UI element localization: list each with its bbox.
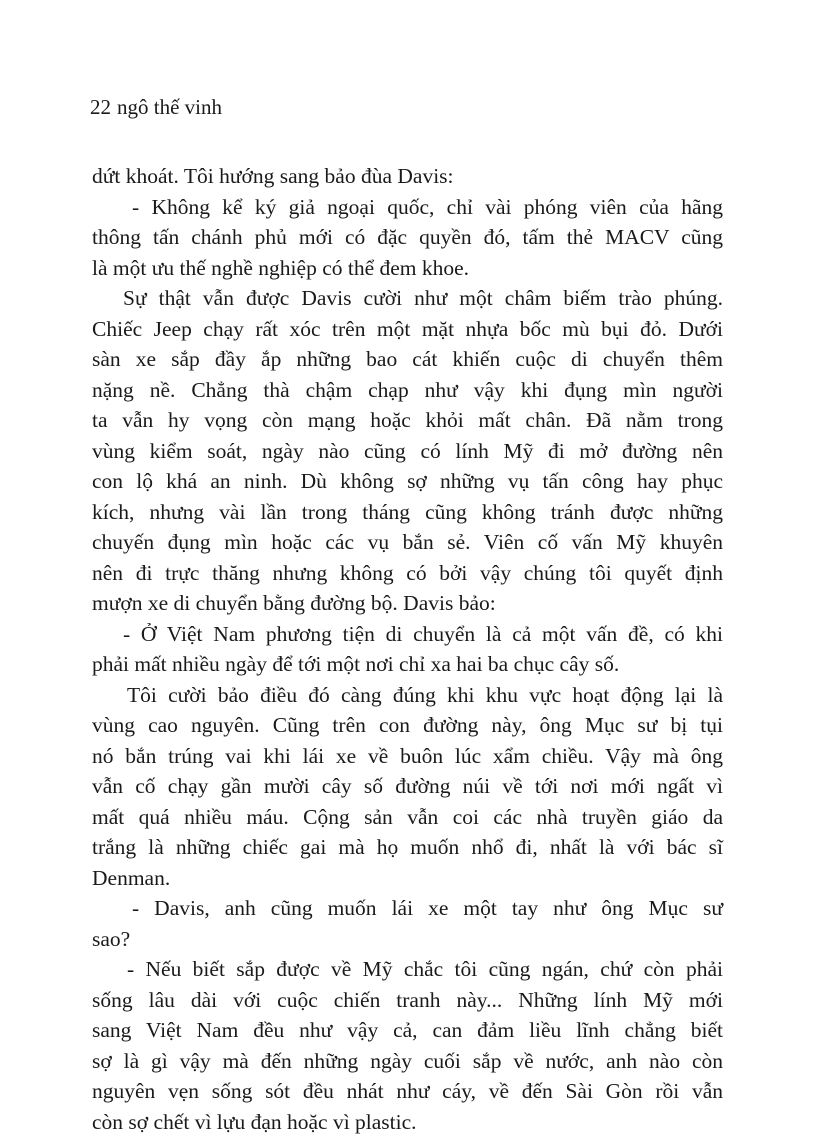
paragraph <box>92 954 723 1137</box>
text-line: trắng là những chiếc gai mà họ muốn nhổ đi, nhất là với bác sĩ <box>92 832 723 863</box>
paragraph <box>92 619 723 680</box>
text-line: vẫn cố chạy gần mười cây số đường núi về tới nơi mới ngất vì <box>92 771 723 802</box>
paragraph <box>92 680 723 894</box>
text-line: còn sợ chết vì lựu đạn hoặc vì plastic. <box>92 1107 723 1137</box>
text-line: vùng cao nguyên. Cũng trên con đường này, ông Mục sư bị tụi <box>92 710 723 741</box>
page-number: 22 <box>90 95 111 119</box>
running-header <box>90 94 222 120</box>
text-line: thông tấn chánh phủ mới có đặc quyền đó, tấm thẻ MACV cũng <box>92 222 723 253</box>
text-line: sang Việt Nam đều như vậy cả, can đảm liều lĩnh chẳng biết <box>92 1015 723 1046</box>
text-line: con lộ khá an ninh. Dù không sợ những vụ tấn công hay phục <box>92 466 723 497</box>
body-text <box>92 161 723 1137</box>
text-line: dứt khoát. Tôi hướng sang bảo đùa Davis: <box>92 161 723 192</box>
text-line: nguyên vẹn sống sót đều nhát như cáy, về đến Sài Gòn rồi vẫn <box>92 1076 723 1107</box>
paragraph <box>92 283 723 619</box>
text-line: phải mất nhiều ngày để tới một nơi chỉ xa hai ba chục cây số. <box>92 649 723 680</box>
text-line: - Nếu biết sắp được về Mỹ chắc tôi cũng ngán, chứ còn phải <box>92 954 723 985</box>
paragraph <box>92 192 723 284</box>
paragraph <box>92 893 723 954</box>
text-line: Sự thật vẫn được Davis cười như một châm biếm trào phúng. <box>92 283 723 314</box>
text-line: sợ là gì vậy mà đến những ngày cuối sắp về nước, anh nào còn <box>92 1046 723 1077</box>
text-line: Denman. <box>92 863 723 894</box>
text-line: sàn xe sắp đầy ắp những bao cát khiến cuộc di chuyển thêm <box>92 344 723 375</box>
text-line: sống lâu dài với cuộc chiến tranh này... Những lính Mỹ mới <box>92 985 723 1016</box>
text-line: - Davis, anh cũng muốn lái xe một tay như ông Mục sư <box>92 893 723 924</box>
text-line: vùng kiểm soát, ngày nào cũng có lính Mỹ đi mở đường nên <box>92 436 723 467</box>
text-line: nó bắn trúng vai khi lái xe về buôn lúc xẩm chiều. Vậy mà ông <box>92 741 723 772</box>
text-line: Tôi cười bảo điều đó càng đúng khi khu vực hoạt động lại là <box>92 680 723 711</box>
text-line: - Ở Việt Nam phương tiện di chuyển là cả một vấn đề, có khi <box>92 619 723 650</box>
text-line: kích, nhưng vài lần trong tháng cũng không tránh được những <box>92 497 723 528</box>
text-line: là một ưu thế nghề nghiệp có thể đem khoe. <box>92 253 723 284</box>
text-line: - Không kể ký giả ngoại quốc, chỉ vài phóng viên của hãng <box>92 192 723 223</box>
text-line: mất quá nhiều máu. Cộng sản vẫn coi các nhà truyền giáo da <box>92 802 723 833</box>
running-title: ngô thế vinh <box>117 95 222 119</box>
text-line: ta vẫn hy vọng còn mạng hoặc khỏi mất chân. Đã nằm trong <box>92 405 723 436</box>
paragraph <box>92 161 723 192</box>
text-line: nên đi trực thăng nhưng không có bởi vậy chúng tôi quyết định <box>92 558 723 589</box>
text-line: Chiếc Jeep chạy rất xóc trên một mặt nhựa bốc mù bụi đỏ. Dưới <box>92 314 723 345</box>
text-line: chuyến đụng mìn hoặc các vụ bắn sẻ. Viên cố vấn Mỹ khuyên <box>92 527 723 558</box>
text-line: mượn xe di chuyển bằng đường bộ. Davis bảo: <box>92 588 723 619</box>
text-line: sao? <box>92 924 723 955</box>
text-line: nặng nề. Chẳng thà chậm chạp như vậy khi đụng mìn người <box>92 375 723 406</box>
